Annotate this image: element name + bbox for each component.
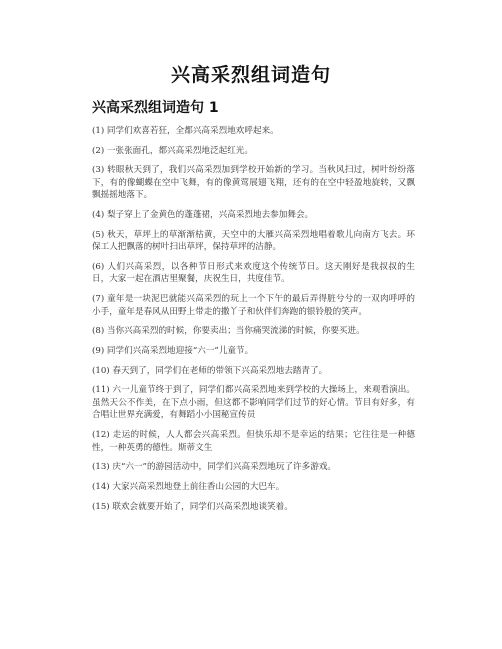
list-item: (11) 六一儿童节终于到了，同学们都兴高采烈地来到学校的大操场上，来观看演出。虽然天公不作美，在下点小雨，但这都不影响同学们过节的好心情。节目有好多，有合唱让世界充满爱，有舞蹈小小国秘宣传员 (92, 385, 415, 421)
list-item: (3) 转眼秋天到了，我们兴高采烈加到学校开始新的学习。当秋风扫过，树叶纷纷落下，有的像蝴蝶在空中飞舞，有的像黄莺展翅飞翔，还有的在空中轻盈地旋转，又飘飘摇摇地落下。 (92, 165, 415, 201)
list-item: (10) 春天到了，同学们在老师的带领下兴高采烈地去踏青了。 (92, 365, 328, 376)
list-item: (12) 走运的时候，人人都会兴高采烈。但快乐却不是幸运的结果；它往往是一种德性，一种英勇的德性。斯蒂文生 (92, 430, 415, 453)
list-item: (4) 梨子穿上了金黄色的蓬蓬裙，兴高采烈地去参加舞会。 (92, 210, 314, 221)
section-heading: 兴高采烈组词造句 1 (92, 100, 219, 116)
list-item: (5) 秋天，草坪上的草渐渐枯黄，天空中的大雁兴高采烈地唱着歌儿向南方飞去。环保工人把飘落的树叶扫出草坪，保持草坪的洁静。 (92, 229, 415, 253)
list-item: (9) 同学们兴高采烈地迎接“六一”儿童节。 (92, 346, 254, 356)
document-title: 兴高采烈组词造句 (170, 64, 331, 86)
list-item: (1) 同学们欢喜若狂，全都兴高采烈地欢呼起来。 (92, 126, 279, 136)
list-item: (14) 大家兴高采烈地登上前往香山公园的大巴车。 (92, 481, 285, 492)
list-item: (13) 庆“六一”的游园活动中，同学们兴高采烈地玩了许多游戏。 (92, 462, 337, 473)
list-item: (2) 一张张面孔，都兴高采烈地泛起红光。 (92, 145, 253, 156)
sentence-list (92, 125, 415, 520)
list-item: (6) 人们兴高采烈，以各种节日形式来欢度这个传统节日。这天刚好是我叔叔的生日，大家一起在酒店里聚餐，庆祝生日，共度佳节。 (92, 261, 415, 285)
list-item: (8) 当你兴高采烈的时候，你要卖出；当你痛哭流涕的时候，你要买进。 (92, 326, 365, 337)
list-item: (7) 童年是一块泥巴就能兴高采烈的玩上一个下午的最后弄得脏兮兮的一双肉呼呼的小手，童年是春风从田野上带走的撒丫子和伙伴们奔跑的银铃般的笑声。 (92, 294, 415, 317)
list-item: (15) 联欢会就要开始了，同学们兴高采烈地谈笑着。 (92, 501, 293, 512)
